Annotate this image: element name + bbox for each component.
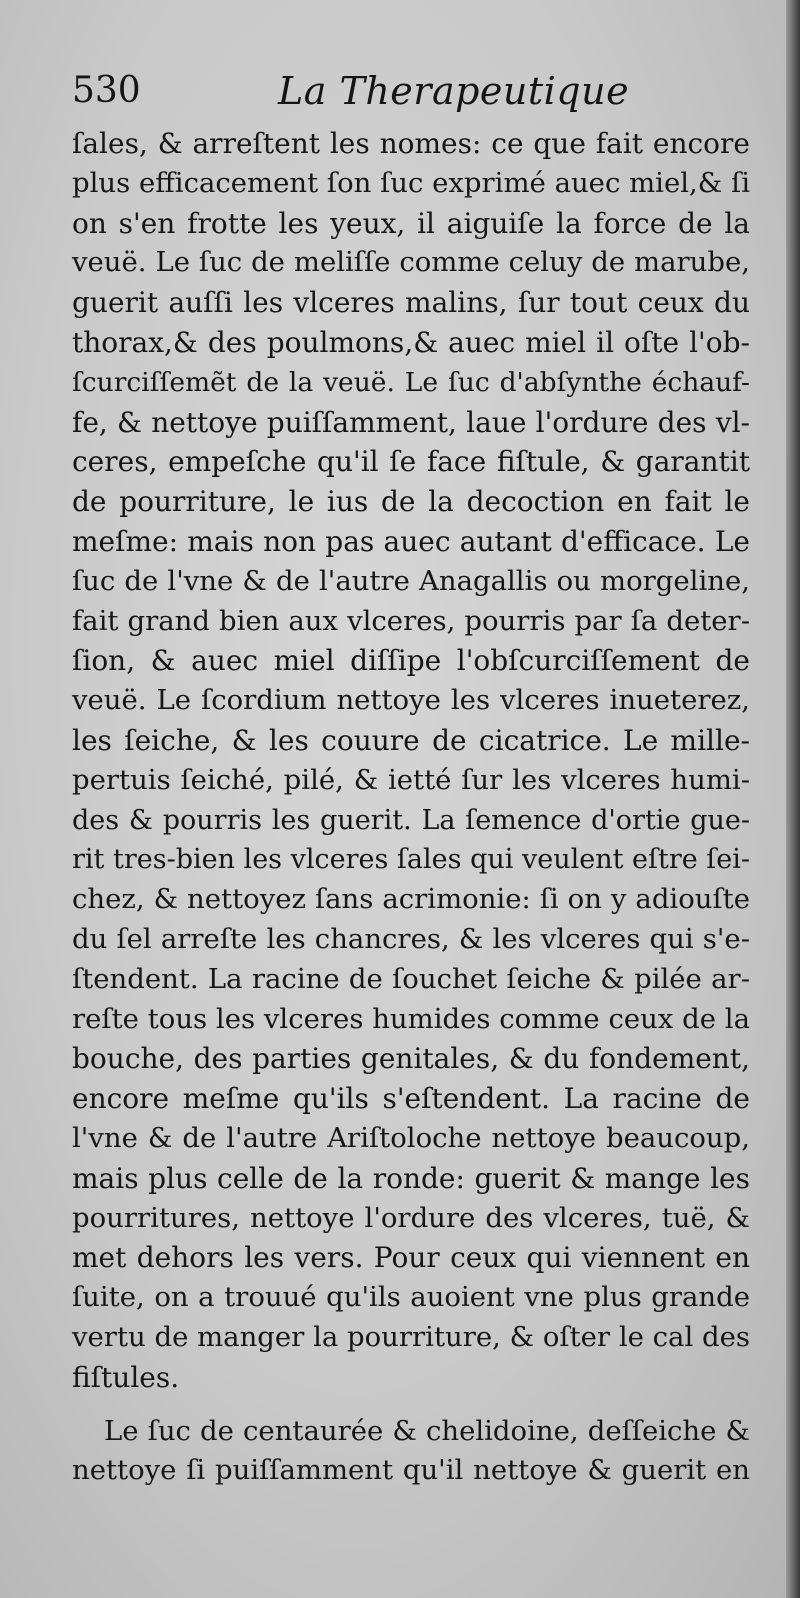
text-line: Le ſuc de centaurée & chelidoine, deſſeiche & [104, 1414, 750, 1447]
text-line: fe, & nettoye puiſſamment, laue l'ordure des vl- [72, 405, 750, 439]
text-line: ſuc de l'vne & de l'autre Anagallis ou morgeline, [72, 564, 750, 597]
text-line: met dehors les vers. Pour ceux qui viennent en [72, 1241, 750, 1275]
text-line: pertuis ſeiché, pilé, & ietté ſur les vlceres humi- [72, 763, 750, 796]
paragraph-1 [72, 124, 750, 1398]
running-title: La Therapeutique [278, 69, 630, 113]
text-line: veuë. Le ſcordium nettoye les vlceres inueterez, [72, 684, 750, 717]
text-line: chez, & nettoyez ſans acrimonie: ſi on y adiouſte [72, 883, 750, 916]
text-line: fiſtules. [72, 1360, 180, 1394]
paragraph-gap [72, 1398, 750, 1412]
text-line: meſme: mais non pas auec autant d'efficace. Le [72, 524, 750, 558]
text-line: fait grand bien aux vlceres, pourris par ſa deter- [72, 604, 750, 637]
page-edge [786, 0, 800, 1598]
text-line: plus efficacement ſon ſuc exprimé auec miel,& ſi [72, 166, 750, 199]
text-line: rit tres-bien les vlceres ſales qui veulent eſtre ſei- [72, 844, 751, 876]
text-line: encore meſme qu'ils s'eſtendent. La racine de [72, 1082, 750, 1116]
text-line: pourritures, nettoye l'ordure des vlceres, tuë, & [72, 1201, 750, 1234]
page-header [72, 66, 752, 116]
text-line: ſales, & arreſtent les nomes: ce que fait encore [72, 127, 750, 160]
text-line: nettoye ſi puiſſamment qu'il nettoye & guerit en [72, 1454, 750, 1487]
text-line: du ſel arreſte les chancres, & les vlceres qui s'e- [72, 922, 750, 955]
text-line: guerit auſſi les vlceres malins, ſur tout ceux du [72, 286, 750, 320]
text-line: mais plus celle de la ronde: guerit & mange les [72, 1161, 750, 1195]
text-line: de pourriture, le ius de la decoction en fait le [72, 485, 750, 519]
text-line: des & pourris les guerit. La ſemence d'ortie gue- [72, 804, 750, 836]
text-line: ſcurciſſemẽt de la veuë. Le ſuc d'abſynthe échauf- [72, 366, 750, 398]
text-line: veuë. Le ſuc de meliſſe comme celuy de marube, [72, 246, 750, 279]
page-number: 530 [72, 70, 141, 111]
text-line: bouche, des parties genitales, & du fondement, [72, 1042, 750, 1076]
text-line: les ſeiche, & les couure de cicatrice. Le mille- [72, 723, 750, 757]
text-line: ſuite, on a trouué qu'ils auoient vne plus grande [72, 1281, 750, 1314]
text-line: l'vne & de l'autre Ariſtoloche nettoye beaucoup, [72, 1121, 750, 1154]
paragraph-2 [72, 1412, 750, 1492]
text-line: reſte tous les vlceres humides comme ceux de la [72, 1002, 750, 1035]
text-line: thorax,& des poulmons,& auec miel il oſte l'ob- [72, 325, 750, 359]
text-line: on s'en frotte les yeux, il aiguiſe la force de la [72, 206, 750, 240]
text-line: ceres, empeſche qu'il ſe face fiſtule, & garantit [72, 445, 750, 479]
text-line: vertu de manger la pourriture, & oſter le cal des [72, 1320, 750, 1353]
text-line: ſion, & auec miel diſſipe l'obſcurciſſement de [72, 644, 750, 678]
text-line: ſtendent. La racine de ſouchet ſeiche & pilée ar- [72, 962, 750, 995]
body-text [72, 124, 750, 1491]
